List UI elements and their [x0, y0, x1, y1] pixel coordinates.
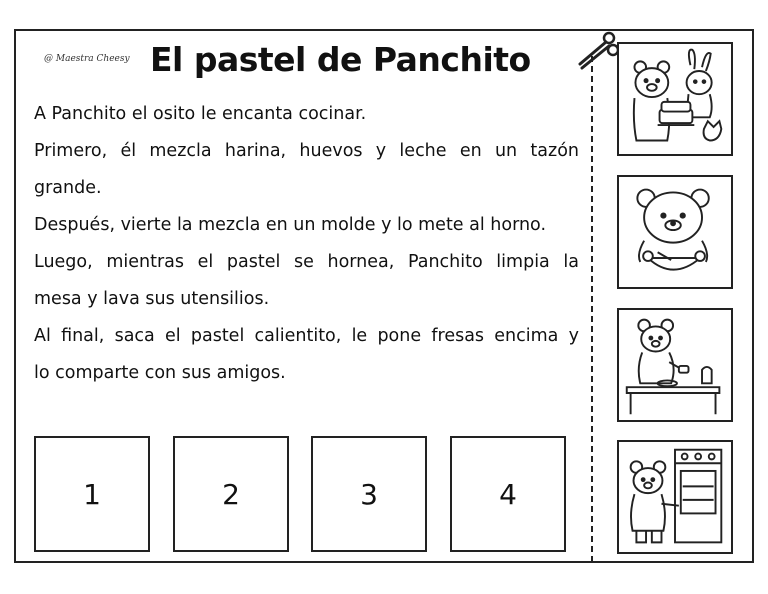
- story-line: A Panchito el osito le encanta cocinar.: [34, 104, 367, 124]
- story-line: Luego, mientras el pastel se hornea, Panchito limpia la: [34, 252, 579, 272]
- sequence-boxes: [34, 436, 566, 554]
- story-line: Al final, saca el pastel calientito, le pone fresas encima y: [34, 326, 579, 346]
- story-line: grande.: [34, 178, 102, 198]
- story-line: lo comparte con sus amigos.: [34, 363, 286, 383]
- story-line: Primero, él mezcla harina, huevos y leche en un tazón: [34, 141, 579, 161]
- author-credit: @ Maestra Cheesy: [44, 54, 130, 64]
- page-title: El pastel de Panchito: [150, 40, 531, 79]
- sequence-box-2[interactable]: 2: [173, 436, 289, 552]
- sequence-box-3[interactable]: 3: [311, 436, 427, 552]
- story-line: Después, vierte la mezcla en un molde y lo mete al horno.: [34, 215, 547, 235]
- story-line: mesa y lava sus utensilios.: [34, 289, 270, 309]
- sequence-box-1[interactable]: 1: [34, 436, 150, 552]
- sequence-box-4[interactable]: 4: [450, 436, 566, 552]
- picture-bear-using-oven[interactable]: [617, 440, 733, 554]
- scissors-icon: [576, 30, 620, 72]
- picture-bear-cleaning-table[interactable]: [617, 308, 733, 422]
- picture-bear-mixing-bowl[interactable]: [617, 175, 733, 289]
- story-text: [34, 96, 579, 392]
- picture-bear-sharing-cake[interactable]: [617, 42, 733, 156]
- cut-line: [591, 56, 593, 562]
